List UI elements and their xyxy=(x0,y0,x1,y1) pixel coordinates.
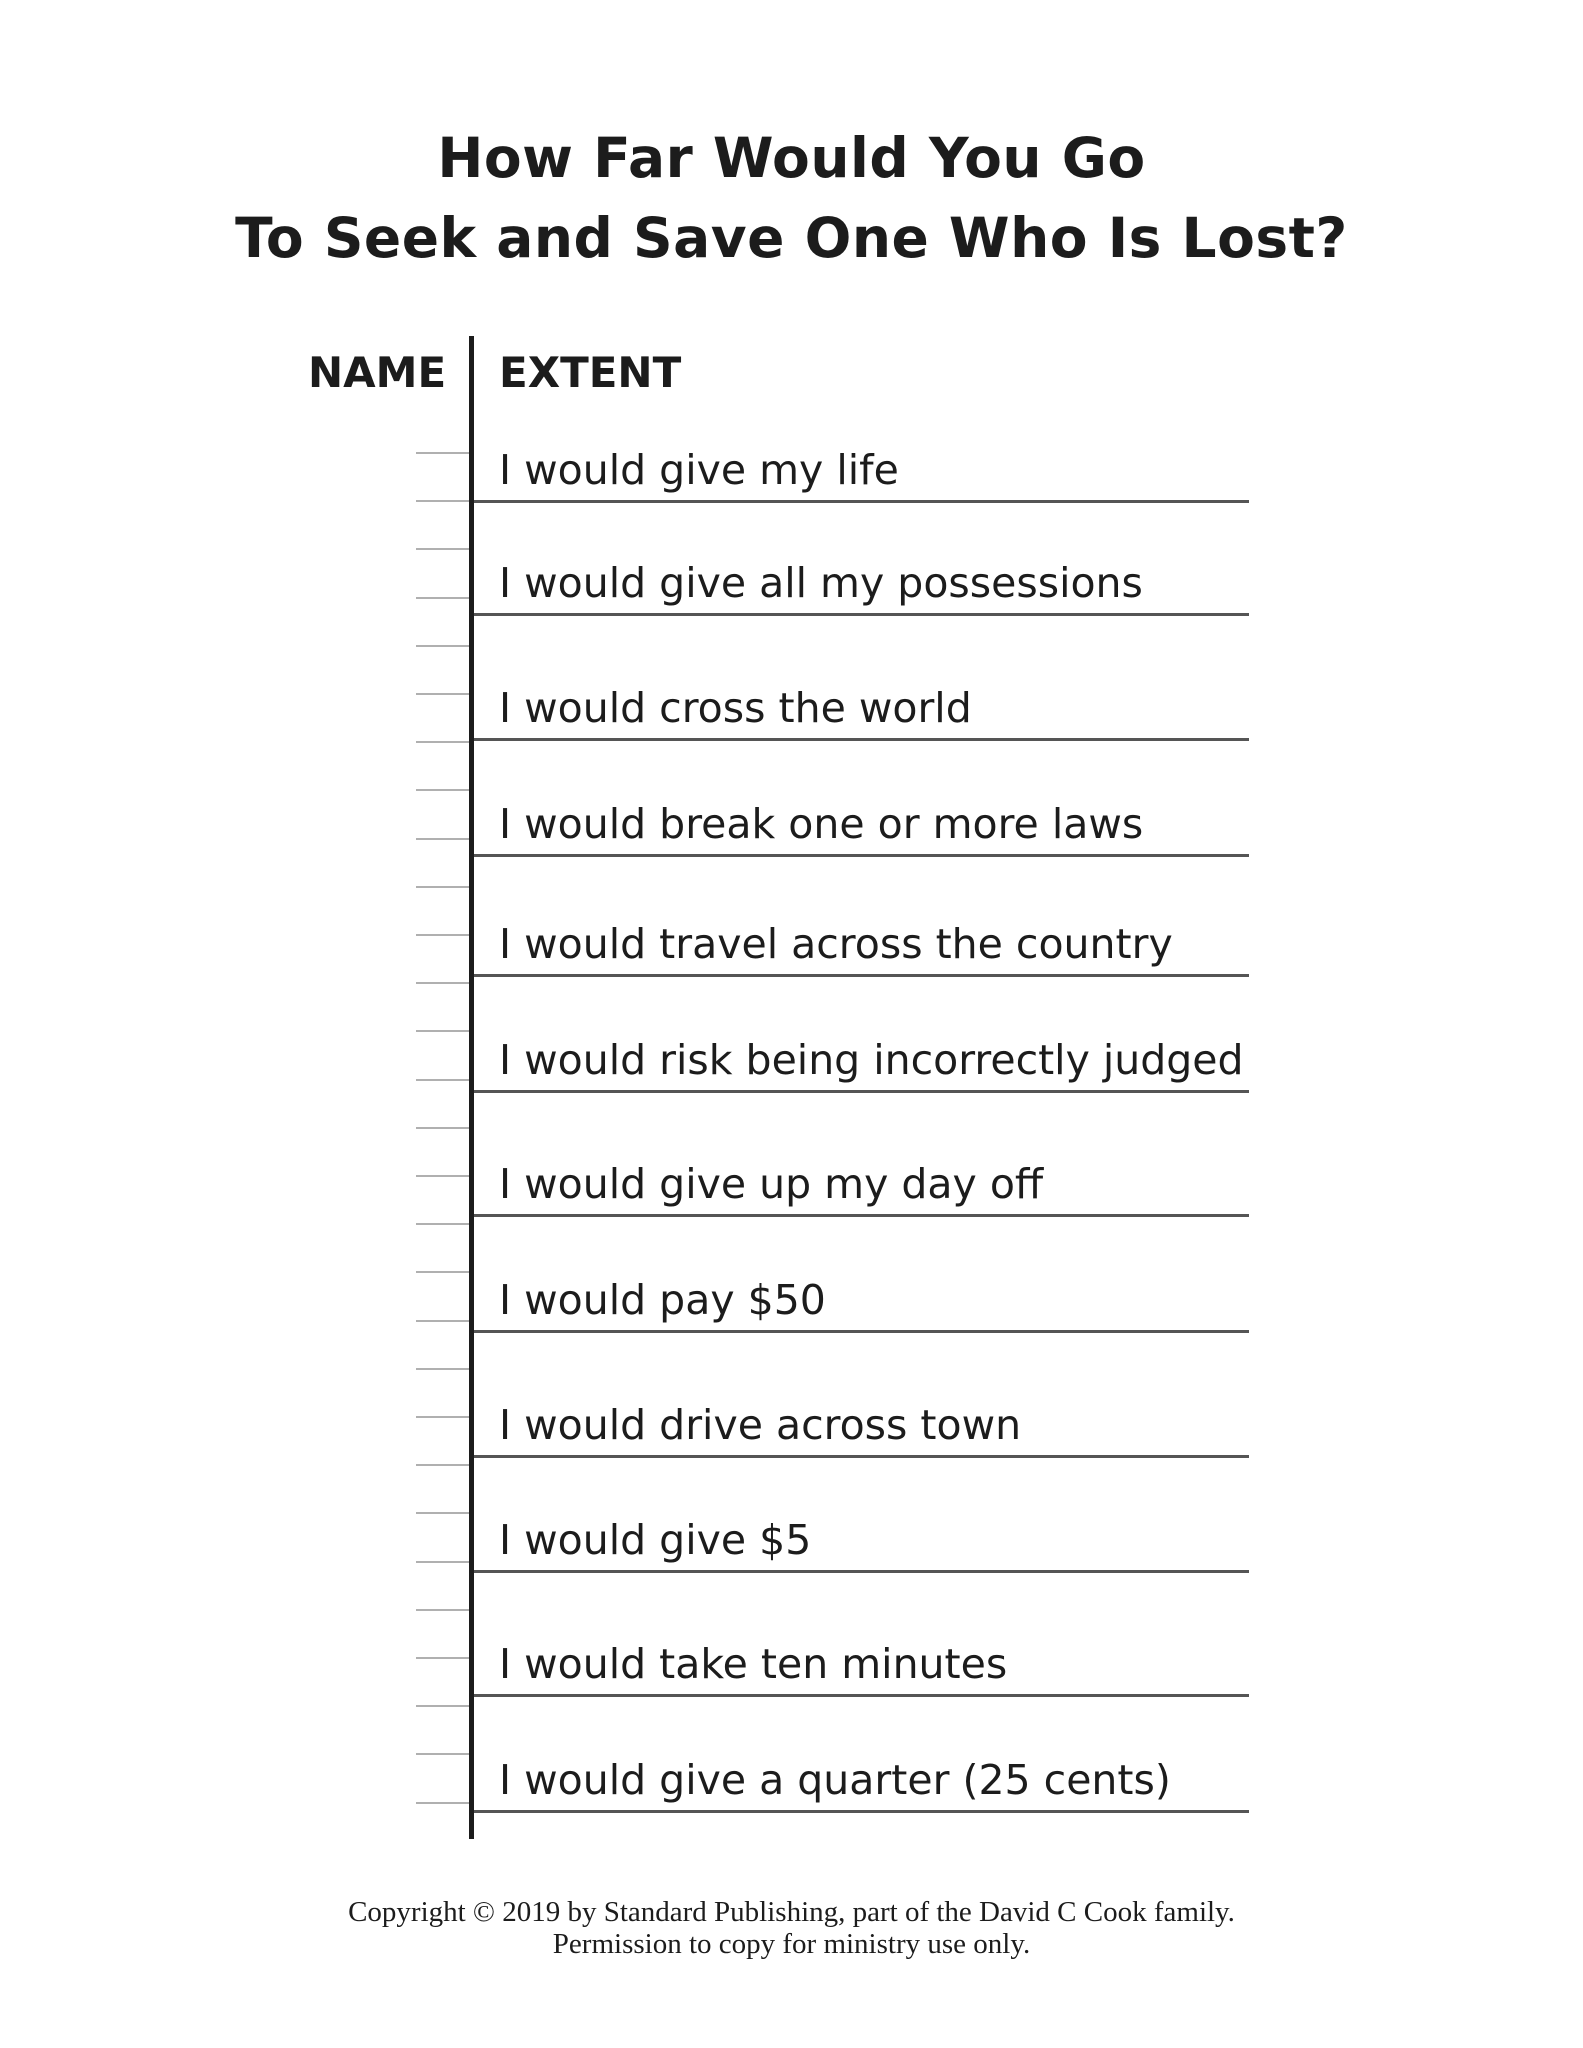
name-blank-tick xyxy=(416,1127,469,1129)
extent-row xyxy=(474,1753,1249,1813)
extent-label: I would give $5 xyxy=(499,1516,812,1564)
copyright-footer xyxy=(0,1896,1583,1960)
extent-underline xyxy=(474,1330,1249,1333)
extent-underline xyxy=(474,1455,1249,1458)
extent-label: I would give up my day off xyxy=(499,1160,1044,1208)
name-blank-tick xyxy=(416,1416,469,1418)
name-blank-tick xyxy=(416,1368,469,1370)
name-blank-tick xyxy=(416,934,469,936)
page-title xyxy=(0,118,1583,278)
extent-label: I would travel across the country xyxy=(499,920,1173,968)
extent-label: I would break one or more laws xyxy=(499,800,1144,848)
extent-row xyxy=(474,1157,1249,1217)
title-line-2: To Seek and Save One Who Is Lost? xyxy=(235,206,1348,270)
extent-label: I would drive across town xyxy=(499,1401,1022,1449)
name-blank-tick xyxy=(416,1512,469,1514)
extent-column-header: EXTENT xyxy=(499,348,682,397)
extent-label: I would pay $50 xyxy=(499,1276,826,1324)
extent-underline xyxy=(474,974,1249,977)
name-blank-tick xyxy=(416,1657,469,1659)
copyright-line: Copyright © 2019 by Standard Publishing, part of the David C Cook family. xyxy=(348,1896,1235,1928)
extent-underline xyxy=(474,500,1249,503)
name-column-header: NAME xyxy=(308,348,447,397)
extent-label: I would take ten minutes xyxy=(499,1640,1008,1688)
name-blank-tick xyxy=(416,1320,469,1322)
extent-label: I would risk being incorrectly judged xyxy=(499,1036,1244,1084)
extent-row xyxy=(474,443,1249,503)
name-blank-tick xyxy=(416,1609,469,1611)
name-blank-tick xyxy=(416,1271,469,1273)
extent-row xyxy=(474,1513,1249,1573)
name-blank-tick xyxy=(416,982,469,984)
extent-label: I would give all my possessions xyxy=(499,559,1143,607)
extent-label: I would give my life xyxy=(499,446,899,494)
extent-underline xyxy=(474,738,1249,741)
name-blank-tick xyxy=(416,597,469,599)
extent-row xyxy=(474,797,1249,857)
extent-underline xyxy=(474,1090,1249,1093)
name-blank-tick xyxy=(416,1223,469,1225)
extent-row xyxy=(474,917,1249,977)
name-blank-tick xyxy=(416,1030,469,1032)
extent-underline xyxy=(474,613,1249,616)
name-blank-tick xyxy=(416,1079,469,1081)
name-blank-tick xyxy=(416,645,469,647)
extent-label: I would give a quarter (25 cents) xyxy=(499,1756,1171,1804)
name-blank-tick xyxy=(416,886,469,888)
name-blank-tick xyxy=(416,741,469,743)
extent-underline xyxy=(474,1214,1249,1217)
extent-row xyxy=(474,1273,1249,1333)
extent-row xyxy=(474,1398,1249,1458)
name-blank-tick xyxy=(416,1464,469,1466)
permission-line: Permission to copy for ministry use only. xyxy=(552,1928,1031,1960)
title-line-1: How Far Would You Go xyxy=(437,126,1146,190)
name-blank-tick xyxy=(416,1561,469,1563)
extent-underline xyxy=(474,1570,1249,1573)
name-blank-tick xyxy=(416,500,469,502)
extent-row xyxy=(474,1637,1249,1697)
name-blank-tick xyxy=(416,1753,469,1755)
name-blank-tick xyxy=(416,548,469,550)
name-blank-tick xyxy=(416,789,469,791)
name-blank-tick xyxy=(416,452,469,454)
extent-underline xyxy=(474,1810,1249,1813)
extent-underline xyxy=(474,1694,1249,1697)
extent-row xyxy=(474,681,1249,741)
extent-label: I would cross the world xyxy=(499,684,972,732)
name-blank-tick xyxy=(416,1705,469,1707)
name-blank-tick xyxy=(416,1175,469,1177)
extent-row xyxy=(474,1033,1249,1093)
name-blank-tick xyxy=(416,1802,469,1804)
extent-underline xyxy=(474,854,1249,857)
name-blank-tick xyxy=(416,693,469,695)
extent-row xyxy=(474,556,1249,616)
name-blank-tick xyxy=(416,838,469,840)
